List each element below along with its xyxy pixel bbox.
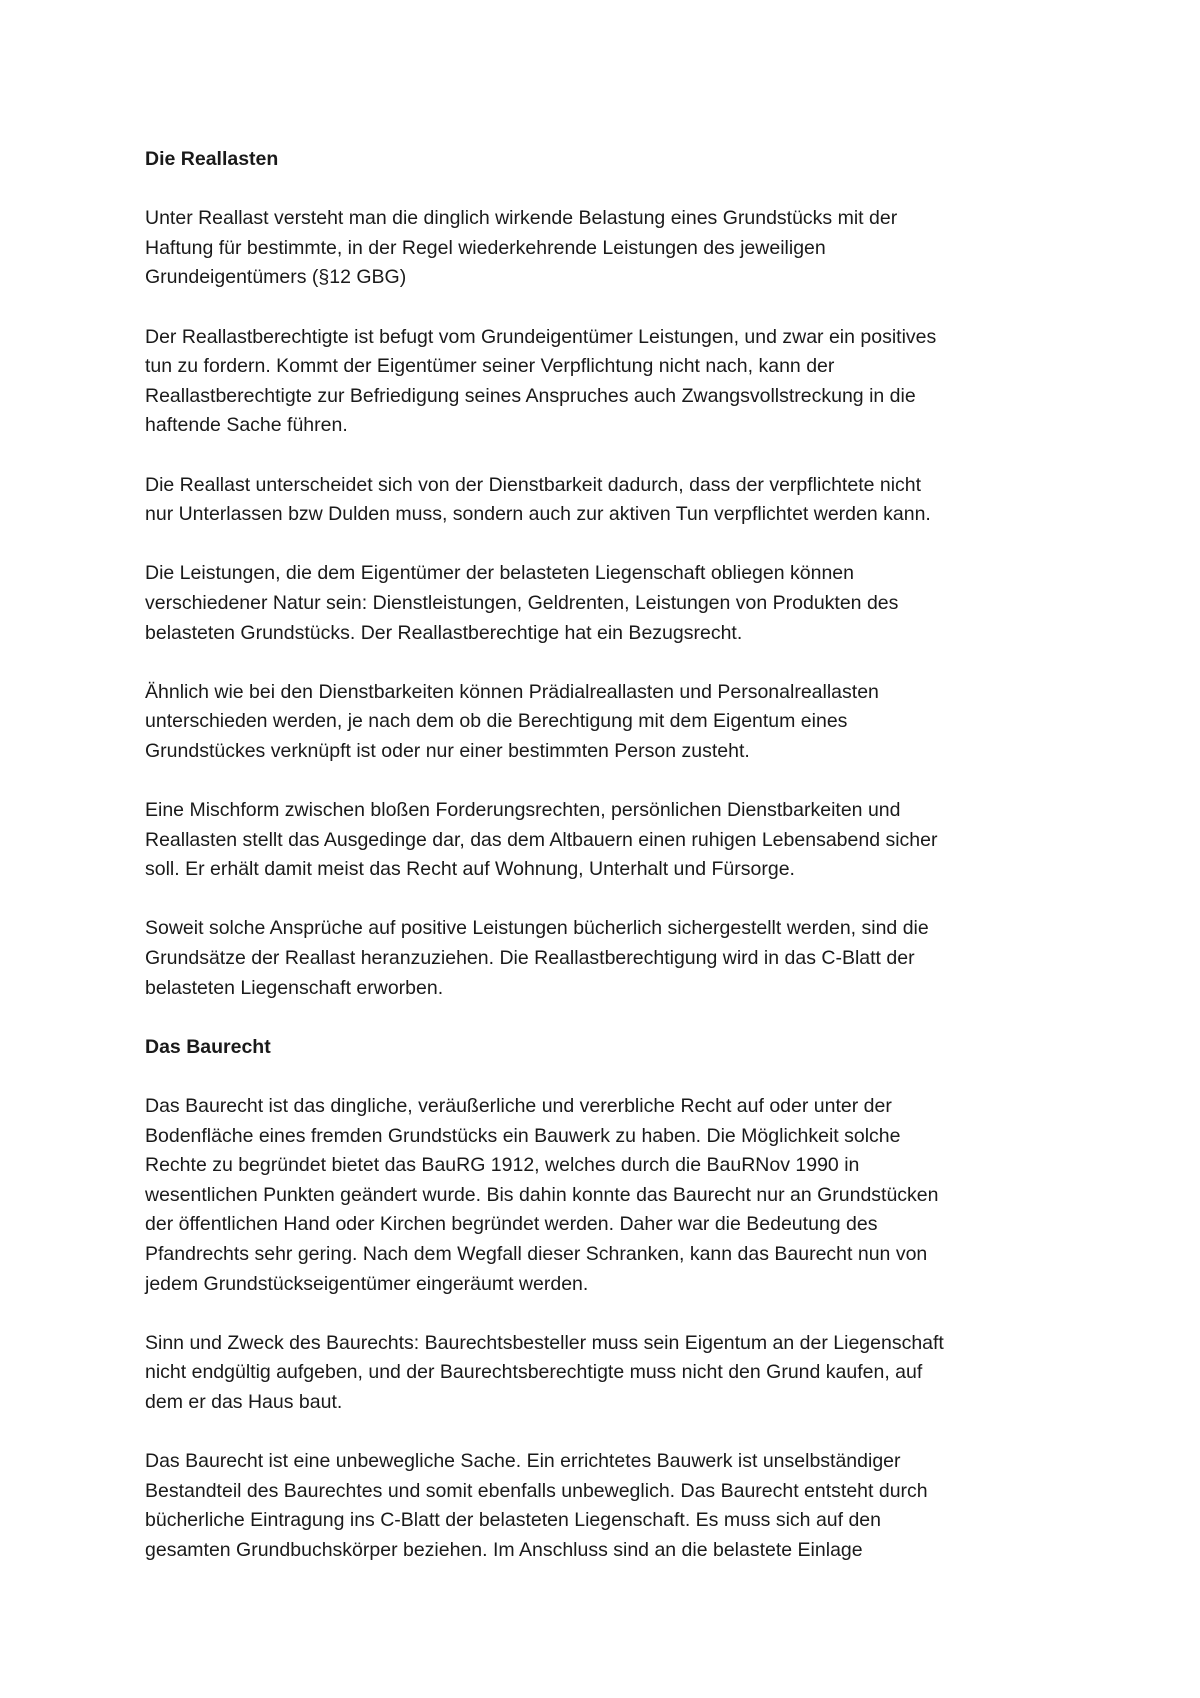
- paragraph: Der Reallastberechtigte ist befugt vom Grundeigentümer Leistungen, und zwar ein positives tun zu fordern. Kommt der Eigentümer seiner Verpflichtung nicht nach, kann der Reallastberechtigte zur Befriedigung seines Anspruches auch Zwangsvollstreckung in die haftende Sache führen.: [145, 325, 937, 437]
- section-heading-reallasten: Die Reallasten: [145, 148, 279, 170]
- paragraph: Ähnlich wie bei den Dienstbarkeiten können Prädialreallasten und Personalreallasten unterschieden werden, je nach dem ob die Berechtigung mit dem Eigentum eines Grundstückes verknüpft ist oder nur einer bestimmten Person zusteht.: [145, 680, 879, 762]
- paragraph: Die Reallast unterscheidet sich von der Dienstbarkeit dadurch, dass der verpflichtete nicht nur Unterlassen bzw Dulden muss, sondern auch zur aktiven Tun verpflichtet werden kann.: [145, 473, 931, 526]
- paragraph: Die Leistungen, die dem Eigentümer der belasteten Liegenschaft obliegen können verschiedener Natur sein: Dienstleistungen, Geldrenten, Leistungen von Produkten des belasteten Grundstücks. Der Reallastberechtige hat ein Bezugsrecht.: [145, 562, 899, 644]
- paragraph: Unter Reallast versteht man die dinglich wirkende Belastung eines Grundstücks mit der Haftung für bestimmte, in der Regel wiederkehrende Leistungen des jeweiligen Grundeigentümers (§12 GBG): [145, 207, 898, 289]
- paragraph: Soweit solche Ansprüche auf positive Leistungen bücherlich sichergestellt werden, sind die Grundsätze der Reallast heranzuziehen. Die Reallastberechtigung wird in das C-Blatt der belasteten Liegenschaft erworben.: [145, 917, 929, 999]
- paragraph: Das Baurecht ist das dingliche, veräußerliche und vererbliche Recht auf oder unter der Bodenfläche eines fremden Grundstücks ein Bauwerk zu haben. Die Möglichkeit solche Rechte zu begründet bietet das BauRG 1912, welches durch die BauRNov 1990 in wesentlichen Punkten geändert wurde. Bis dahin konnte das Baurecht nur an Grundstücken der öffentlichen Hand oder Kirchen begründet werden. Daher war die Bedeutung des Pfandrechts sehr gering. Nach dem Wegfall dieser Schranken, kann das Baurecht nun von jedem Grundstückseigentümer eingeräumt werden.: [145, 1095, 939, 1295]
- paragraph: Eine Mischform zwischen bloßen Forderungsrechten, persönlichen Dienstbarkeiten und Reallasten stellt das Ausgedinge dar, das dem Altbauern einen ruhigen Lebensabend sicher soll. Er erhält damit meist das Recht auf Wohnung, Unterhalt und Fürsorge.: [145, 799, 938, 881]
- paragraph: Sinn und Zweck des Baurechts: Baurechtsbesteller muss sein Eigentum an der Liegenschaft nicht endgültig aufgeben, und der Baurechtsberechtigte muss nicht den Grund kaufen, auf dem er das Haus baut.: [145, 1331, 944, 1413]
- document-body: [145, 145, 1065, 1595]
- paragraph: Das Baurecht ist eine unbewegliche Sache. Ein errichtetes Bauwerk ist unselbständiger Bestandteil des Baurechtes und somit ebenfalls unbeweglich. Das Baurecht entsteht durch bücherliche Eintragung ins C-Blatt der belasteten Liegenschaft. Es muss sich auf den gesamten Grundbuchskörper beziehen. Im Anschluss sind an die belastete Einlage: [145, 1450, 928, 1561]
- section-heading-baurecht: Das Baurecht: [145, 1035, 271, 1058]
